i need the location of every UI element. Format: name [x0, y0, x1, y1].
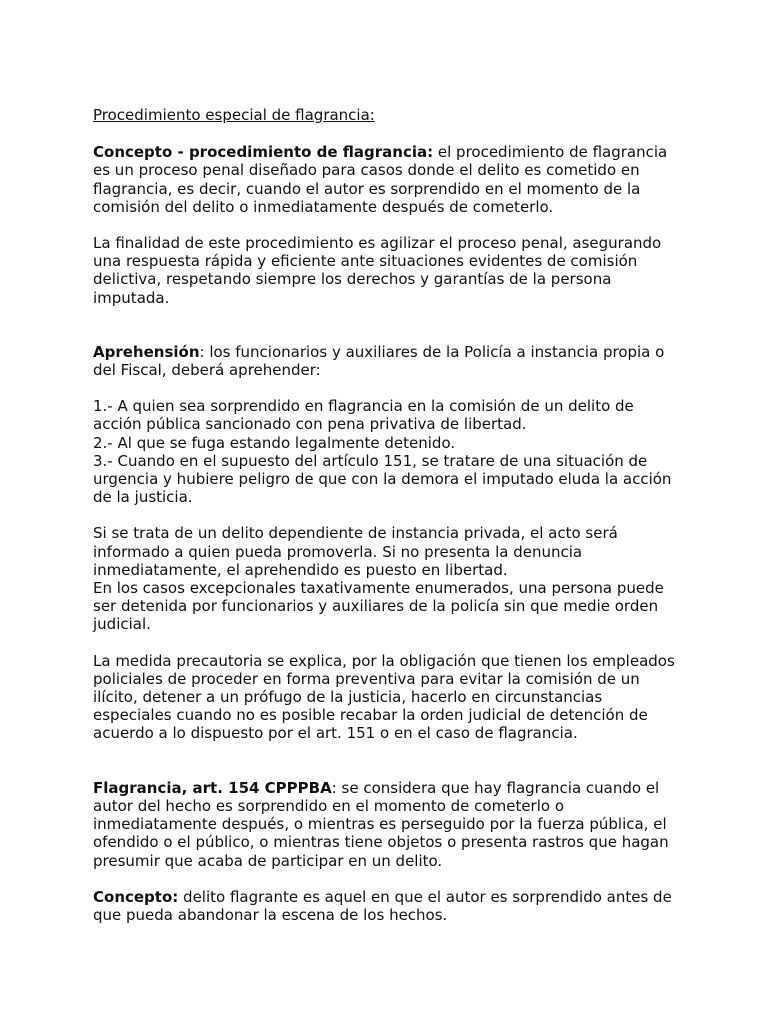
flagrancia-articulo-paragraph — [93, 779, 685, 870]
concepto-procedimiento-paragraph — [93, 143, 685, 216]
list-item: 3.- Cuando en el supuesto del artículo 151, se tratare de una situación de urgencia y hubiere peligro de que con la demora el imputado eluda la acción de la justicia. — [93, 451, 672, 507]
aprehension-list — [93, 397, 685, 506]
concepto-flagrante-text: delito flagrante es aquel en que el autor es sorprendido antes de que pueda abandonar la escena de los hechos. — [93, 887, 672, 924]
aprehension-heading: Aprehensión — [93, 342, 200, 361]
concepto-procedimiento-heading: Concepto - procedimiento de flagrancia: — [93, 143, 434, 162]
instancia-privada-paragraph: Si se trata de un delito dependiente de instancia privada, el acto será informado a quien pueda promoverla. Si no presenta la denuncia inmediatamente, el aprehendido es puesto en libertad. — [93, 524, 618, 579]
aprehension-paragraph — [93, 343, 685, 379]
flagrancia-articulo-heading: Flagrancia, art. 154 CPPPBA — [93, 778, 332, 797]
finalidad-paragraph: La finalidad de este procedimiento es agilizar el proceso penal, asegurando una respuesta rápida y eficiente ante situaciones evidentes de comisión delictiva, respetando siempre los derechos y garantías de la persona imputada. — [93, 234, 662, 307]
document-page — [93, 106, 685, 942]
concepto-flagrante-heading: Concepto: — [93, 887, 179, 906]
document-title: Procedimiento especial de flagrancia: — [93, 106, 375, 124]
list-item: 2.- Al que se fuga estando legalmente detenido. — [93, 433, 456, 452]
casos-excepcionales-paragraph: En los casos excepcionales taxativamente enumerados, una persona puede ser detenida por funcionarios y auxiliares de la policía sin que medie orden judicial. — [93, 579, 664, 634]
aprehension-text: : los funcionarios y auxiliares de la Policía a instancia propia o del Fiscal, deberá aprehender: — [93, 342, 665, 380]
concepto-flagrante-paragraph — [93, 888, 685, 924]
medida-precautoria-paragraph: La medida precautoria se explica, por la obligación que tienen los empleados policiales de proceder en forma preventiva para evitar la comisión de un ilícito, detener a un prófugo de la justicia, hacerlo en circunstancias especiales cuando no es posible recabar la orden judicial de detención de acuerdo a lo dispuesto por el art. 151 o en el caso de flagrancia. — [93, 651, 675, 743]
list-item: 1.- A quien sea sorprendido en flagrancia en la comisión de un delito de acción pública sancionado con pena privativa de libertad. — [93, 397, 634, 434]
concepto-procedimiento-text: el procedimiento de flagrancia es un proceso penal diseñado para casos donde el delito es cometido en flagrancia, es decir, cuando el autor es sorprendido en el momento de la comisión del delito o inmediatamente después de cometerlo. — [93, 143, 668, 216]
flagrancia-articulo-text: : se considera que hay flagrancia cuando el autor del hecho es sorprendido en el momento de cometerlo o inmediatamente después, o mientras es perseguido por la fuerza pública, el ofendido o el público, o mientras tiene objetos o presenta rastros que hagan presumir que acaba de participar en un delito. — [93, 778, 669, 870]
